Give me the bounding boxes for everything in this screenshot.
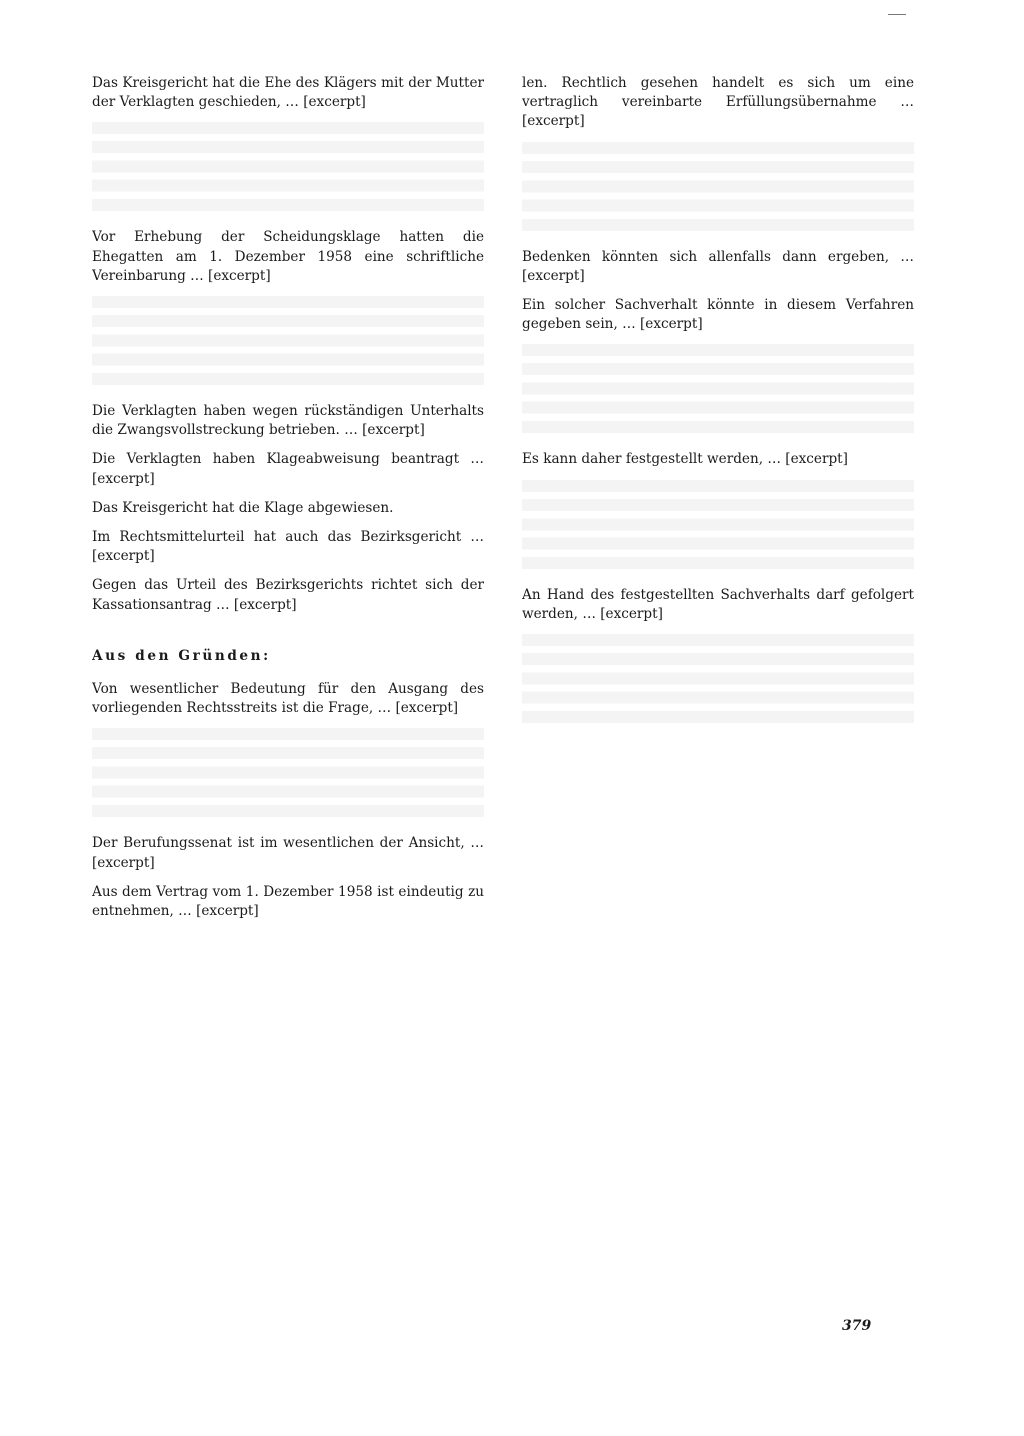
paragraph-placeholder: [92, 122, 484, 218]
paragraph-placeholder: [92, 296, 484, 392]
paragraph: Im Rechtsmittelurteil hat auch das Bezirksgericht … [excerpt]: [92, 529, 484, 565]
paragraph: An Hand des festgestellten Sachverhalts darf gefolgert werden, … [excerpt]: [522, 586, 914, 622]
page-number: 379: [842, 1318, 872, 1334]
paragraph-placeholder: [522, 344, 914, 440]
paragraph-placeholder: [92, 728, 484, 824]
paragraph: Von wesentlicher Bedeutung für den Ausgang des vorliegenden Rechtsstreits ist die Frage, … [excerpt]: [92, 681, 484, 717]
right-column: [522, 74, 914, 1344]
paragraph: len. Rechtlich gesehen handelt es sich um eine vertraglich vereinbarte Erfüllungsübernahme … [excerpt]: [522, 75, 914, 130]
paragraph-placeholder: [522, 634, 914, 730]
paragraph: Aus dem Vertrag vom 1. Dezember 1958 ist eindeutig zu entnehmen, … [excerpt]: [92, 883, 484, 920]
corner-mark: [888, 14, 906, 15]
paragraph: Das Kreisgericht hat die Ehe des Klägers mit der Mutter der Verklagten geschieden, … [excerpt]: [92, 75, 484, 111]
text-columns: [92, 74, 914, 1344]
paragraph: Die Verklagten haben wegen rückständigen Unterhalts die Zwangsvollstreckung betrieben. … [excerpt]: [92, 403, 484, 439]
paragraph: Gegen das Urteil des Bezirksgerichts richtet sich der Kassationsantrag … [excerpt]: [92, 577, 484, 613]
left-column: [92, 74, 484, 1344]
section-heading: Aus den Gründen:: [92, 647, 271, 664]
paragraph-placeholder: [522, 480, 914, 576]
paragraph: Der Berufungssenat ist im wesentlichen der Ansicht, … [excerpt]: [92, 835, 484, 871]
paragraph: Das Kreisgericht hat die Klage abgewiesen.: [92, 499, 394, 516]
paragraph: Die Verklagten haben Klageabweisung beantragt … [excerpt]: [92, 451, 484, 487]
paragraph: Vor Erhebung der Scheidungsklage hatten die Ehegatten am 1. Dezember 1958 eine schriftliche Vereinbarung … [excerpt]: [92, 229, 484, 284]
paragraph-placeholder: [522, 142, 914, 238]
paragraph: Ein solcher Sachverhalt könnte in diesem Verfahren gegeben sein, … [excerpt]: [522, 297, 914, 333]
paragraph: Bedenken könnten sich allenfalls dann ergeben, … [excerpt]: [522, 248, 914, 284]
paragraph: Es kann daher festgestellt werden, … [excerpt]: [522, 451, 848, 468]
